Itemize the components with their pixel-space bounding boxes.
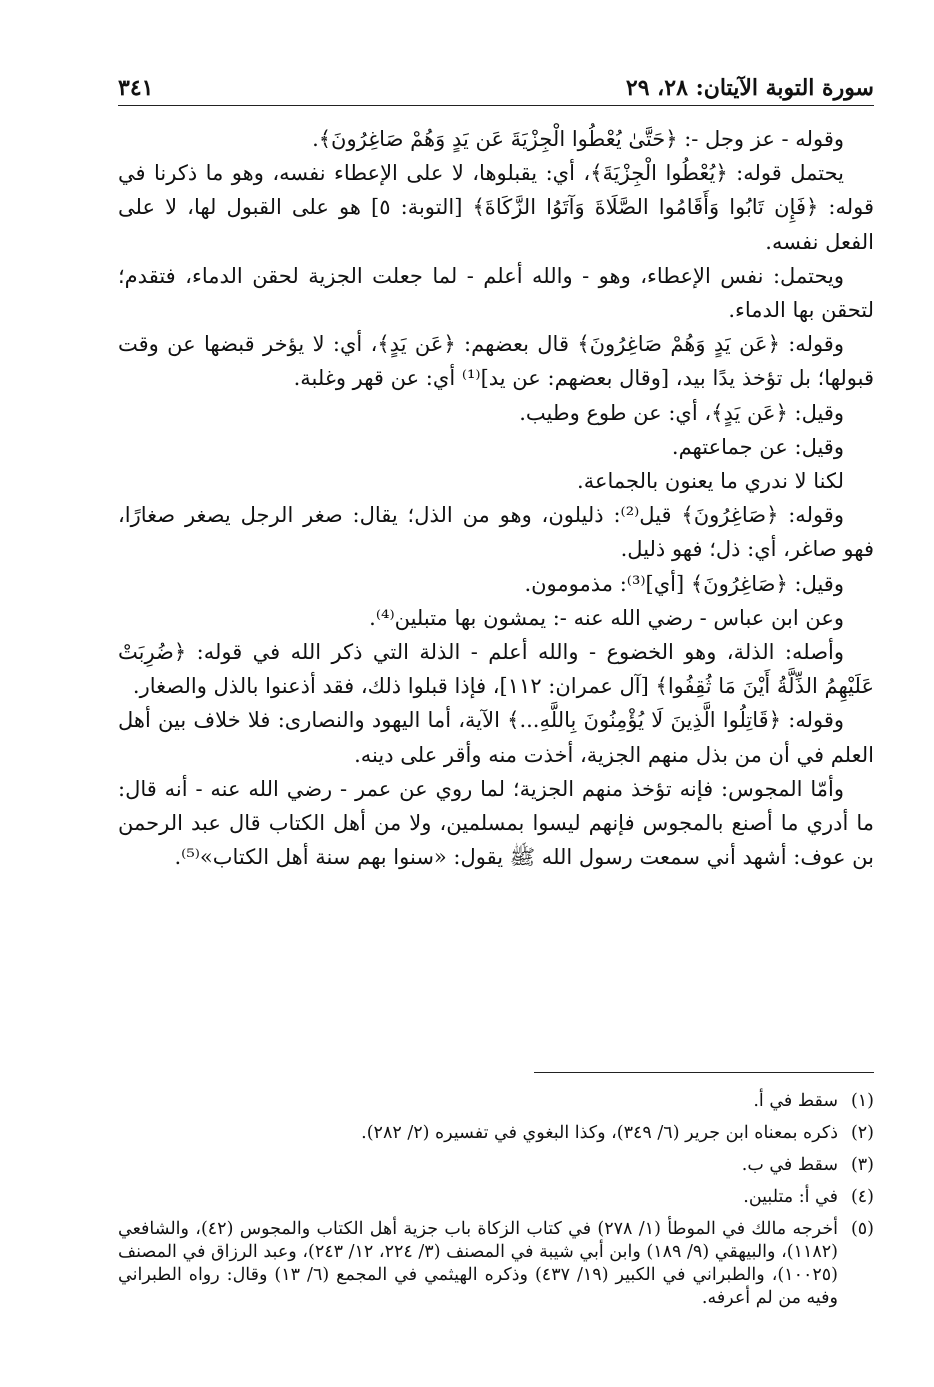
main-text [118, 122, 874, 874]
footnote-number: (٥) [850, 1219, 874, 1239]
footnotes [118, 1090, 874, 1319]
paragraph-12: وقوله: ﴿قَاتِلُوا الَّذِينَ لَا يُؤْمِنُونَ بِاللَّهِ...﴾ الآية، أما اليهود والنصارى: فلا خلاف بين أهل العلم في أن من بذل منهم الجزية، أخذت منه وأقر على دينه. [118, 708, 874, 767]
footnote-text: سقط في ب. [741, 1155, 838, 1175]
paragraph-1: وقوله - عز وجل -: ﴿حَتَّىٰ يُعْطُوا الْجِزْيَةَ عَن يَدٍ وَهُمْ صَاغِرُونَ﴾. [312, 127, 844, 151]
footnote-number: (٣) [850, 1155, 874, 1175]
paragraph-9: وقيل: ﴿صَاغِرُونَ﴾ [أي]⁽³⁾: مذمومون. [524, 571, 844, 596]
running-title: سورة التوبة الآيتان: ٢٨، ٢٩ [625, 75, 874, 101]
footnote-separator [534, 1072, 874, 1073]
page-number: ٣٤١ [118, 75, 154, 101]
paragraph-10: وعن ابن عباس - رضي الله عنه -: يمشون بها متبلين⁽⁴⁾. [369, 605, 844, 630]
footnote-number: (٢) [850, 1123, 874, 1143]
paragraph-11: وأصله: الذلة، وهو الخضوع - والله أعلم - الذلة التي ذكر الله في قوله: ﴿ضُرِبَتْ عَلَيْهِمُ الذِّلَّةُ أَيْنَ مَا ثُقِفُوا﴾ [آل عمران: ١١٢]، فإذا قبلوا ذلك، فقد أذعنوا بالذل والصغار. [118, 640, 874, 699]
paragraph-3: ويحتمل: نفس الإعطاء، وهو - والله أعلم - لما جعلت الجزية لحقن الدماء، فتقدم؛ لتحقن بها الدماء. [118, 263, 874, 323]
paragraph-13: وأمّا المجوس: فإنه تؤخذ منهم الجزية؛ لما روي عن عمر - رضي الله عنه - أنه قال: ما أدري ما أصنع بالمجوس فإنهم ليسوا بمسلمين، ولا من أهل الكتاب قال عبد الرحمن بن عوف: أشهد أني سمعت رسول الله ﷺ يقول: «سنوا بهم سنة أهل الكتاب»⁽⁵⁾. [118, 776, 874, 870]
footnote-2 [118, 1122, 874, 1145]
footnote-text: أخرجه مالك في الموطأ (١/ ٢٧٨) في كتاب الزكاة باب جزية أهل الكتاب والمجوس (٤٢)، والشافعي (١١٨٢)، والبيهقي (٩/ ١٨٩) وابن أبي شيبة في المصنف (٣/ ٢٢٤، ١٢/ ٢٤٣)، وعبد الرزاق في المصنف (١٠٠٢٥)، والطبراني في الكبير (١٩/ ٤٣٧) وذكره الهيثمي في المجمع (٦/ ١٣) وقال: رواه الطبراني وفيه من لم أعرفه. [118, 1219, 839, 1308]
footnote-text: ذكره بمعناه ابن جرير (٦/ ٣٤٩)، وكذا البغوي في تفسيره (٢/ ٢٨٢). [361, 1123, 838, 1143]
running-header [118, 62, 874, 106]
footnote-number: (٤) [850, 1187, 874, 1207]
footnote-number: (١) [850, 1091, 874, 1111]
paragraph-8: وقوله: ﴿صَاغِرُونَ﴾ قيل⁽²⁾: ذليلون، وهو من الذل؛ يقال: صغر الرجل يصغر صغارًا، فهو صاغر، أي: ذل؛ فهو ذليل. [118, 503, 874, 562]
footnote-4 [118, 1186, 874, 1209]
paragraph-4: وقوله: ﴿عَن يَدٍ وَهُمْ صَاغِرُونَ﴾ قال بعضهم: ﴿عَن يَدٍ﴾، أي: لا يؤخر قبضها عن وقت قبولها؛ بل تؤخذ يدًا بيد، [وقال بعضهم: عن يد]⁽¹⁾ أي: عن قهر وغلبة. [118, 332, 874, 391]
paragraph-7: لكنا لا ندري ما يعنون بالجماعة. [577, 469, 844, 494]
footnote-3 [118, 1154, 874, 1177]
paragraph-2: يحتمل قوله: ﴿يُعْطُوا الْجِزْيَةَ﴾، أي: يقبلوها، لا على الإعطاء نفسه، وهو ما ذكرنا في قوله: ﴿فَإِن تَابُوا وَأَقَامُوا الصَّلَاةَ وَآتَوُا الزَّكَاةَ﴾ [التوبة: ٥] هو على القبول لها، لا على الفعل نفسه. [118, 161, 875, 254]
footnote-text: سقط في أ. [753, 1091, 838, 1111]
paragraph-6: وقيل: عن جماعتهم. [671, 434, 844, 459]
footnote-text: في أ: متلبين. [743, 1187, 838, 1207]
footnote-5 [118, 1218, 874, 1310]
footnote-1 [118, 1090, 874, 1113]
paragraph-5: وقيل: ﴿عَن يَدٍ﴾، أي: عن طوع وطيب. [519, 400, 844, 425]
